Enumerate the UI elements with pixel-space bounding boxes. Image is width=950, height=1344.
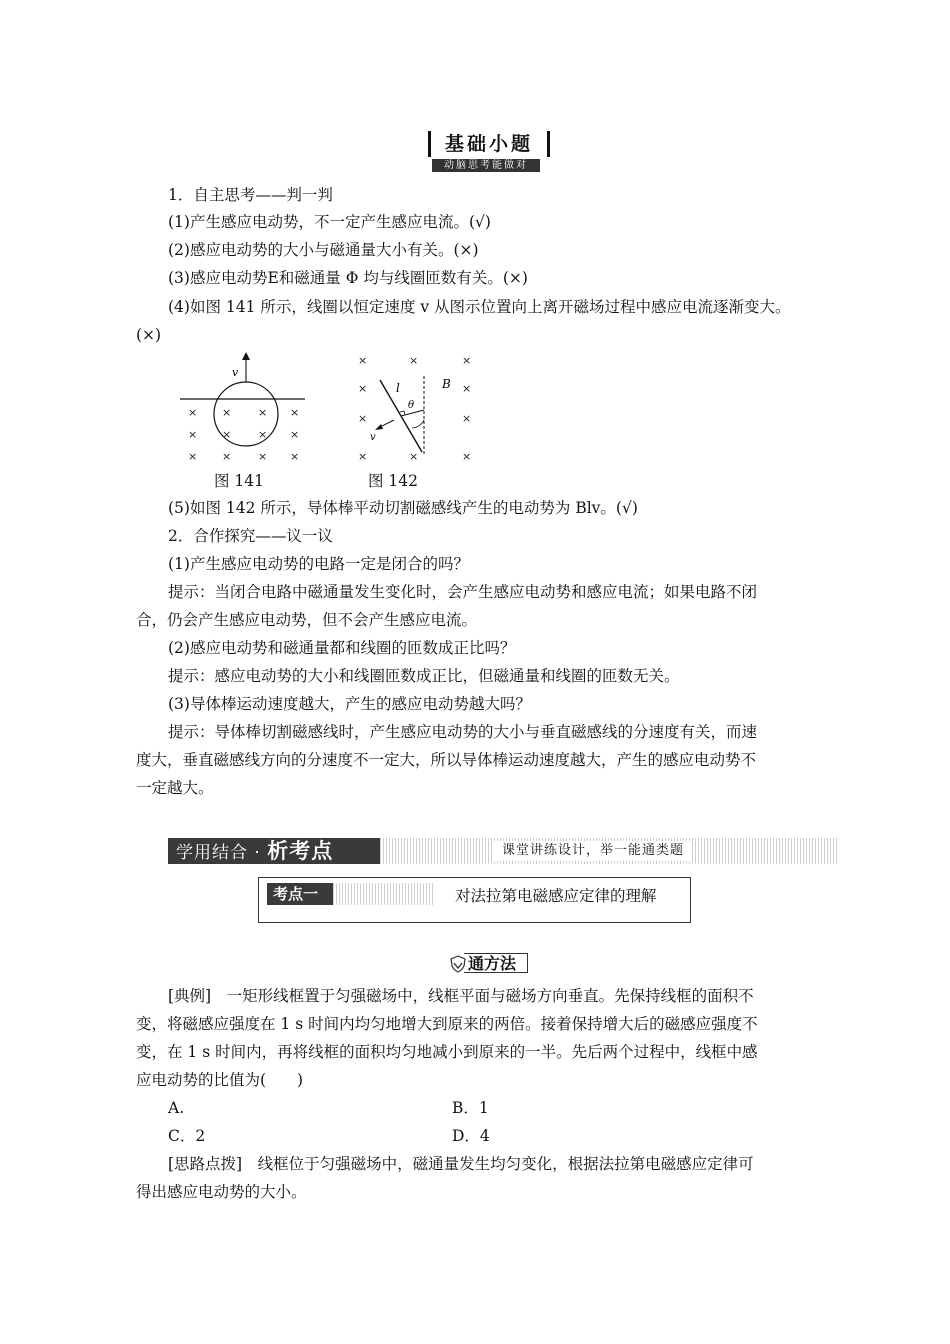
example-line4: 应电动势的比值为( ) xyxy=(136,1071,304,1089)
tongfangfa-label: 通方法 xyxy=(464,953,528,973)
svg-text:×: × xyxy=(358,412,368,425)
judge-item-4-result: (×) xyxy=(136,326,162,344)
fig142-v-label: v xyxy=(370,432,376,443)
example-line2: 变，将磁感应强度在 1 s 时间内均匀地增大到原来的两倍。接着保持增大后的磁感应强度不 xyxy=(136,1015,758,1033)
svg-text:×: × xyxy=(358,382,368,395)
discuss-q1: (1)产生感应电动势的电路一定是闭合的吗？ xyxy=(168,555,469,573)
svg-text:×: × xyxy=(258,428,268,441)
hint-line2: 得出感应电动势的大小。 xyxy=(136,1183,307,1201)
svg-text:×: × xyxy=(222,450,232,463)
section-bar-xikaodian xyxy=(168,838,838,864)
fig141-v-label: v xyxy=(232,366,239,379)
discuss-a3-line3: 一定越大。 xyxy=(136,779,214,797)
svg-text:×: × xyxy=(258,406,268,419)
svg-text:×: × xyxy=(258,450,268,463)
svg-text:×: × xyxy=(222,406,232,419)
kaodian-box xyxy=(258,877,691,923)
figure-141-caption: 图 141 xyxy=(214,472,265,490)
option-a: A. xyxy=(168,1099,185,1117)
discuss-q3: (3)导体棒运动速度越大，产生的感应电动势越大吗？ xyxy=(168,695,531,713)
judge-item-1: (1)产生感应电动势，不一定产生感应电流。(√) xyxy=(168,213,491,231)
svg-text:×: × xyxy=(462,450,472,463)
fig142-theta-label: θ xyxy=(408,400,415,411)
svg-text:×: × xyxy=(462,412,472,425)
figure-142-caption: 图 142 xyxy=(368,472,419,490)
judge-item-3: (3)感应电动势E和磁通量 Φ 均与线圈匝数有关。(×) xyxy=(168,269,528,287)
hint-line1: [思路点拨] 线框位于匀强磁场中，磁通量发生均匀变化，根据法拉第电磁感应定律可 xyxy=(168,1155,754,1173)
section-banner-jichu xyxy=(424,131,552,173)
judge-item-2: (2)感应电动势的大小与磁通量大小有关。(×) xyxy=(168,241,479,259)
example-line1: [典例] 一矩形线框置于匀强磁场中，线框平面与磁场方向垂直。先保持线框的面积不 xyxy=(168,987,754,1005)
discuss-heading: 2．合作探究——议一议 xyxy=(168,527,333,545)
discuss-a1-line1: 提示：当闭合电路中磁通量发生变化时，会产生感应电动势和感应电流；如果电路不闭 xyxy=(168,583,758,601)
section-bar-note: 课堂讲练设计，举一能通类题 xyxy=(494,841,692,861)
discuss-a1-line2: 合，仍会产生感应电动势，但不会产生感应电流。 xyxy=(136,611,478,629)
svg-text:×: × xyxy=(290,406,300,419)
svg-text:×: × xyxy=(290,428,300,441)
discuss-a3-line1: 提示：导体棒切割磁感线时，产生感应电动势的大小与垂直磁感线的分速度有关，而速 xyxy=(168,723,758,741)
banner-subtitle: 动脑思考能做对 xyxy=(432,159,540,172)
svg-text:×: × xyxy=(462,382,472,395)
svg-text:×: × xyxy=(409,450,419,463)
discuss-a3-line2: 度大，垂直磁感线方向的分速度不一定大，所以导体棒运动速度越大，产生的感应电动势不 xyxy=(136,751,757,769)
svg-text:×: × xyxy=(188,406,198,419)
discuss-q2: (2)感应电动势和磁通量都和线圈的匝数成正比吗？ xyxy=(168,639,516,657)
fig142-b-label: B xyxy=(442,377,451,391)
svg-text:×: × xyxy=(222,428,232,441)
option-c: C．2 xyxy=(168,1127,206,1145)
figure-141 xyxy=(180,350,315,465)
judge-heading: 1．自主思考——判一判 xyxy=(168,186,333,204)
judge-item-4: (4)如图 141 所示，线圈以恒定速度 v 从图示位置向上离开磁场过程中感应电流逐渐变大。 xyxy=(168,298,791,316)
svg-text:×: × xyxy=(188,428,198,441)
svg-text:×: × xyxy=(290,450,300,463)
tongfangfa-tag xyxy=(450,953,530,975)
option-b: B．1 xyxy=(452,1099,489,1117)
svg-text:×: × xyxy=(358,354,368,367)
discuss-a2: 提示：感应电动势的大小和线圈匝数成正比，但磁通量和线圈的匝数无关。 xyxy=(168,667,680,685)
banner-title: 基础小题 xyxy=(428,131,550,157)
example-line3: 变，在 1 s 时间内，再将线框的面积均匀地减小到原来的一半。先后两个过程中，线框中感 xyxy=(136,1043,758,1061)
kaodian-label: 考点一 xyxy=(267,883,333,905)
section-bar-title: 学用结合 · 析考点 xyxy=(168,838,380,864)
fig142-l-label: l xyxy=(396,381,400,395)
figure-142 xyxy=(350,348,480,463)
svg-text:×: × xyxy=(409,354,419,367)
svg-text:×: × xyxy=(462,354,472,367)
svg-text:×: × xyxy=(358,450,368,463)
svg-text:×: × xyxy=(188,450,198,463)
option-d: D．4 xyxy=(452,1127,490,1145)
kaodian-title: 对法拉第电磁感应定律的理解 xyxy=(455,887,657,905)
judge-item-5: (5)如图 142 所示，导体棒平动切割磁感线产生的电动势为 Blv。(√) xyxy=(168,499,638,517)
